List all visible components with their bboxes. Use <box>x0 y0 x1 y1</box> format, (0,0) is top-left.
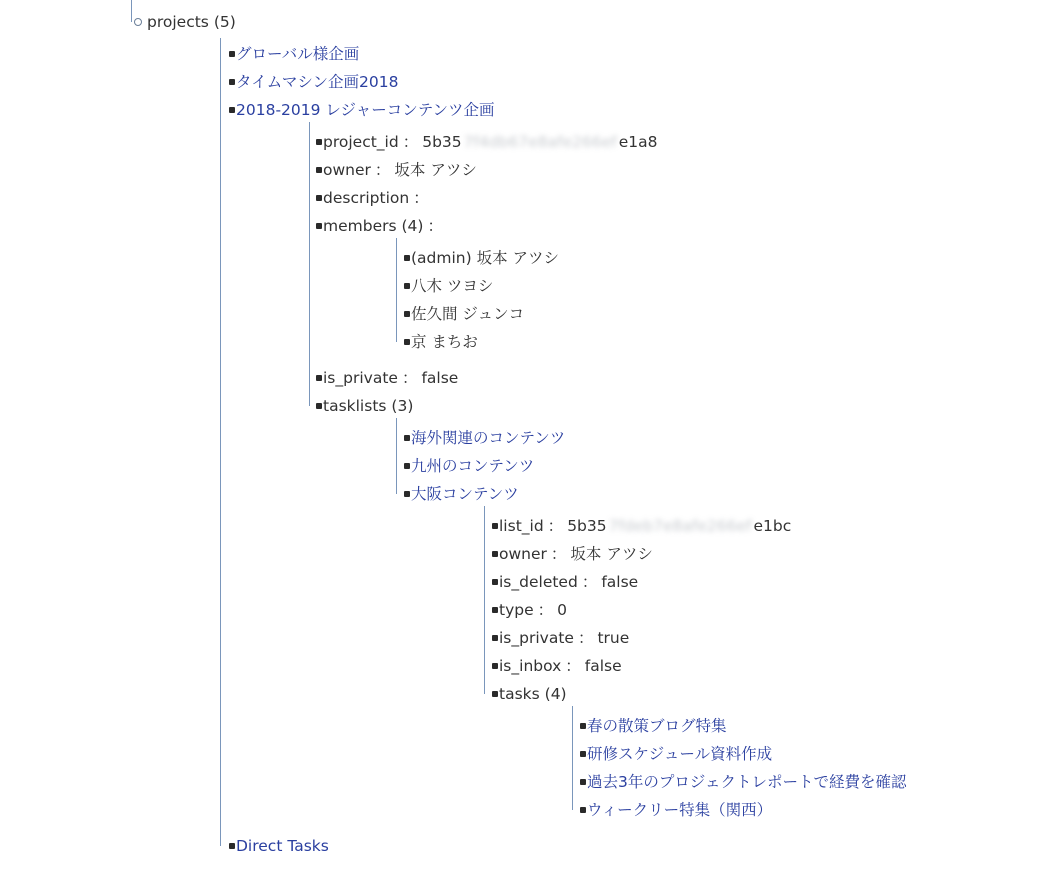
bullet-icon <box>580 723 586 729</box>
field-key: owner <box>323 161 371 179</box>
task-item[interactable] <box>587 743 772 765</box>
bullet-icon <box>580 779 586 785</box>
colon: ： <box>374 161 391 179</box>
field-key: type <box>499 601 534 619</box>
bullet-icon <box>404 491 410 497</box>
bullet-icon <box>316 223 322 229</box>
bullet-icon <box>404 463 410 469</box>
bullet-icon <box>316 375 322 381</box>
bullet-icon <box>492 551 498 557</box>
node-count: (5) <box>213 13 236 31</box>
colon: ： <box>577 629 594 647</box>
task-item[interactable] <box>587 799 772 821</box>
field-key: is_deleted <box>499 573 578 591</box>
is-inbox-field <box>499 655 622 677</box>
redacted-value: 7f4db67e8afe266ef <box>463 133 617 151</box>
member-name: 八木 ツヨシ <box>411 277 494 295</box>
field-value: 坂本 アツシ <box>570 545 653 563</box>
tree-line-root <box>131 0 132 22</box>
expand-icon[interactable] <box>134 18 142 26</box>
bullet-icon <box>492 523 498 529</box>
colon: ： <box>565 657 581 675</box>
bullet-icon <box>316 195 322 201</box>
tasklists-field[interactable] <box>323 395 413 417</box>
tree-line-tasks <box>572 706 573 810</box>
field-key: list_id <box>499 517 544 535</box>
tree-line-tasklists <box>396 418 397 494</box>
bullet-icon <box>492 663 498 669</box>
member-item <box>411 331 478 353</box>
owner-field <box>323 159 477 181</box>
bullet-icon <box>316 139 322 145</box>
field-key: is_private <box>323 369 398 387</box>
tasklist-link[interactable]: 海外関連のコンテンツ <box>411 429 566 447</box>
field-key: is_private <box>499 629 574 647</box>
tree-node-projects[interactable] <box>147 11 236 33</box>
bullet-icon <box>404 311 410 317</box>
tasklist-link[interactable]: 九州のコンテンツ <box>411 457 535 475</box>
bullet-icon <box>492 579 498 585</box>
tasks-field[interactable] <box>499 683 567 705</box>
field-key: project_id <box>323 133 399 151</box>
tasklist-item[interactable] <box>411 455 534 477</box>
project-item[interactable] <box>236 99 494 121</box>
task-link[interactable]: ウィークリー特集（関西） <box>587 801 773 819</box>
direct-tasks-link[interactable]: Direct Tasks <box>236 837 329 855</box>
bullet-icon <box>229 843 235 849</box>
project-item[interactable] <box>236 71 398 93</box>
project-id-field <box>323 131 657 153</box>
type-field <box>499 599 567 621</box>
bullet-icon <box>404 339 410 345</box>
member-item <box>411 247 559 269</box>
field-value: 坂本 アツシ <box>394 161 477 179</box>
project-link[interactable]: グローバル様企画 <box>236 45 360 63</box>
tasklist-link[interactable]: 大阪コンテンツ <box>411 485 519 503</box>
field-key: description <box>323 189 410 207</box>
field-key: members <box>323 217 397 235</box>
project-item[interactable] <box>236 43 359 65</box>
bullet-icon <box>316 403 322 409</box>
is-private-field <box>499 627 629 649</box>
bullet-icon <box>229 51 235 57</box>
field-value-end: e1a8 <box>618 133 658 151</box>
field-key: owner <box>499 545 547 563</box>
redacted-value: 7fdeb7e8afe266ef <box>608 517 752 535</box>
node-count: (4) <box>401 217 424 235</box>
colon: ： <box>401 369 418 387</box>
node-count: (3) <box>391 397 414 415</box>
bullet-icon <box>229 107 235 113</box>
task-item[interactable] <box>587 771 907 793</box>
tasklist-item[interactable] <box>411 427 565 449</box>
member-item <box>411 303 524 325</box>
is-private-field <box>323 367 458 389</box>
field-key: is_inbox <box>499 657 562 675</box>
field-value: false <box>601 573 639 591</box>
field-value: 0 <box>557 601 568 619</box>
node-count: (4) <box>544 685 567 703</box>
task-link[interactable]: 過去3年のプロジェクトレポートで経費を確認 <box>587 773 907 791</box>
list-id-field <box>499 515 791 537</box>
members-field[interactable] <box>323 215 447 237</box>
colon: ： <box>547 517 564 535</box>
colon: ： <box>402 133 419 151</box>
tree-line-projects <box>220 38 221 846</box>
is-deleted-field <box>499 571 638 593</box>
bullet-icon <box>229 79 235 85</box>
bullet-icon <box>404 435 410 441</box>
task-link[interactable]: 研修スケジュール資料作成 <box>587 745 773 763</box>
bullet-icon <box>492 607 498 613</box>
member-item <box>411 275 493 297</box>
colon: ： <box>537 601 554 619</box>
project-link[interactable]: 2018-2019 レジャーコンテンツ企画 <box>236 101 495 119</box>
bullet-icon <box>492 635 498 641</box>
bullet-icon <box>316 167 322 173</box>
bullet-icon <box>404 255 410 261</box>
tree-line-members <box>396 238 397 342</box>
colon: ： <box>581 573 598 591</box>
member-name: 京 まちお <box>411 333 478 351</box>
member-name: 佐久間 ジュンコ <box>411 305 525 323</box>
field-value-start: 5b35 <box>422 133 462 151</box>
node-label: projects <box>147 13 209 31</box>
tree-line-project-detail <box>309 122 310 406</box>
owner-field <box>499 543 653 565</box>
field-value: false <box>584 657 622 675</box>
field-value-end: e1bc <box>753 517 792 535</box>
bullet-icon <box>492 691 498 697</box>
bullet-icon <box>580 807 586 813</box>
field-key: tasklists <box>323 397 387 415</box>
bullet-icon <box>580 751 586 757</box>
task-item[interactable] <box>587 715 727 737</box>
bullet-icon <box>404 283 410 289</box>
field-value-start: 5b35 <box>567 517 607 535</box>
colon: ： <box>550 545 567 563</box>
tasklist-item[interactable] <box>411 483 519 505</box>
colon: ： <box>427 217 443 235</box>
direct-tasks-item[interactable] <box>236 835 329 857</box>
description-field <box>323 187 433 209</box>
colon: ： <box>413 189 429 207</box>
field-value: false <box>421 369 459 387</box>
task-link[interactable]: 春の散策ブログ特集 <box>587 717 727 735</box>
field-value: true <box>597 629 630 647</box>
member-name: (admin) 坂本 アツシ <box>411 249 560 267</box>
field-key: tasks <box>499 685 540 703</box>
project-link[interactable]: タイムマシン企画2018 <box>236 73 399 91</box>
tree-line-tasklist-detail <box>484 506 485 694</box>
